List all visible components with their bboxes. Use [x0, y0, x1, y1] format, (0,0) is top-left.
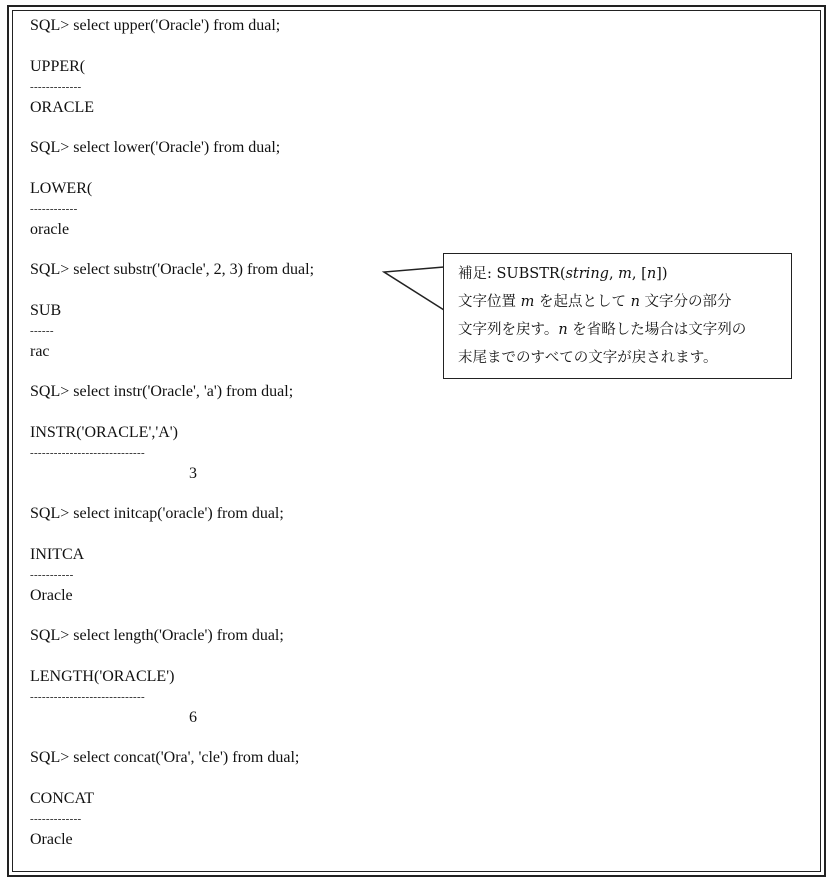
column-header-upper: UPPER( [30, 58, 86, 75]
callout-line-3: 文字列を戻す。n を省略した場合は文字列の [458, 322, 747, 338]
sql-instr-line: SQL> select instr('Oracle', 'a') from dual; [30, 383, 294, 400]
column-header-length: LENGTH('ORACLE') [30, 668, 175, 685]
sql-lower-line: SQL> select lower('Oracle') from dual; [30, 139, 281, 156]
substr-note-callout [443, 253, 792, 379]
result-upper: ORACLE [30, 99, 94, 116]
separator-initcap: ----------- [30, 569, 74, 581]
column-header-initcap: INITCA [30, 546, 85, 563]
sql-length-line: SQL> select length('Oracle') from dual; [30, 627, 284, 644]
callout-pointer [380, 255, 446, 315]
separator-upper: ------------- [30, 81, 82, 93]
column-header-instr: INSTR('ORACLE','A') [30, 424, 178, 441]
result-concat: Oracle [30, 831, 73, 848]
result-length: 6 [189, 709, 197, 726]
separator-instr: ----------------------------- [30, 447, 145, 459]
separator-lower: ------------ [30, 203, 78, 215]
column-header-substr: SUB [30, 302, 62, 319]
callout-title: 補足: SUBSTR(string, m, [n]) [458, 266, 668, 282]
result-lower: oracle [30, 221, 70, 238]
result-initcap: Oracle [30, 587, 73, 604]
separator-length: ----------------------------- [30, 691, 145, 703]
result-instr: 3 [189, 465, 197, 482]
column-header-lower: LOWER( [30, 180, 93, 197]
column-header-concat: CONCAT [30, 790, 95, 807]
separator-concat: ------------- [30, 813, 82, 825]
callout-line-4: 末尾までのすべての文字が戻されます。 [458, 350, 718, 366]
separator-substr: ------ [30, 325, 54, 337]
sql-initcap-line: SQL> select initcap('oracle') from dual; [30, 505, 284, 522]
result-substr: rac [30, 343, 50, 360]
sql-concat-line: SQL> select concat('Ora', 'cle') from dual; [30, 749, 300, 766]
callout-line-2: 文字位置 m を起点として n 文字分の部分 [458, 294, 732, 310]
sql-upper-line: SQL> select upper('Oracle') from dual; [30, 17, 281, 34]
sql-substr-line: SQL> select substr('Oracle', 2, 3) from dual; [30, 261, 315, 278]
